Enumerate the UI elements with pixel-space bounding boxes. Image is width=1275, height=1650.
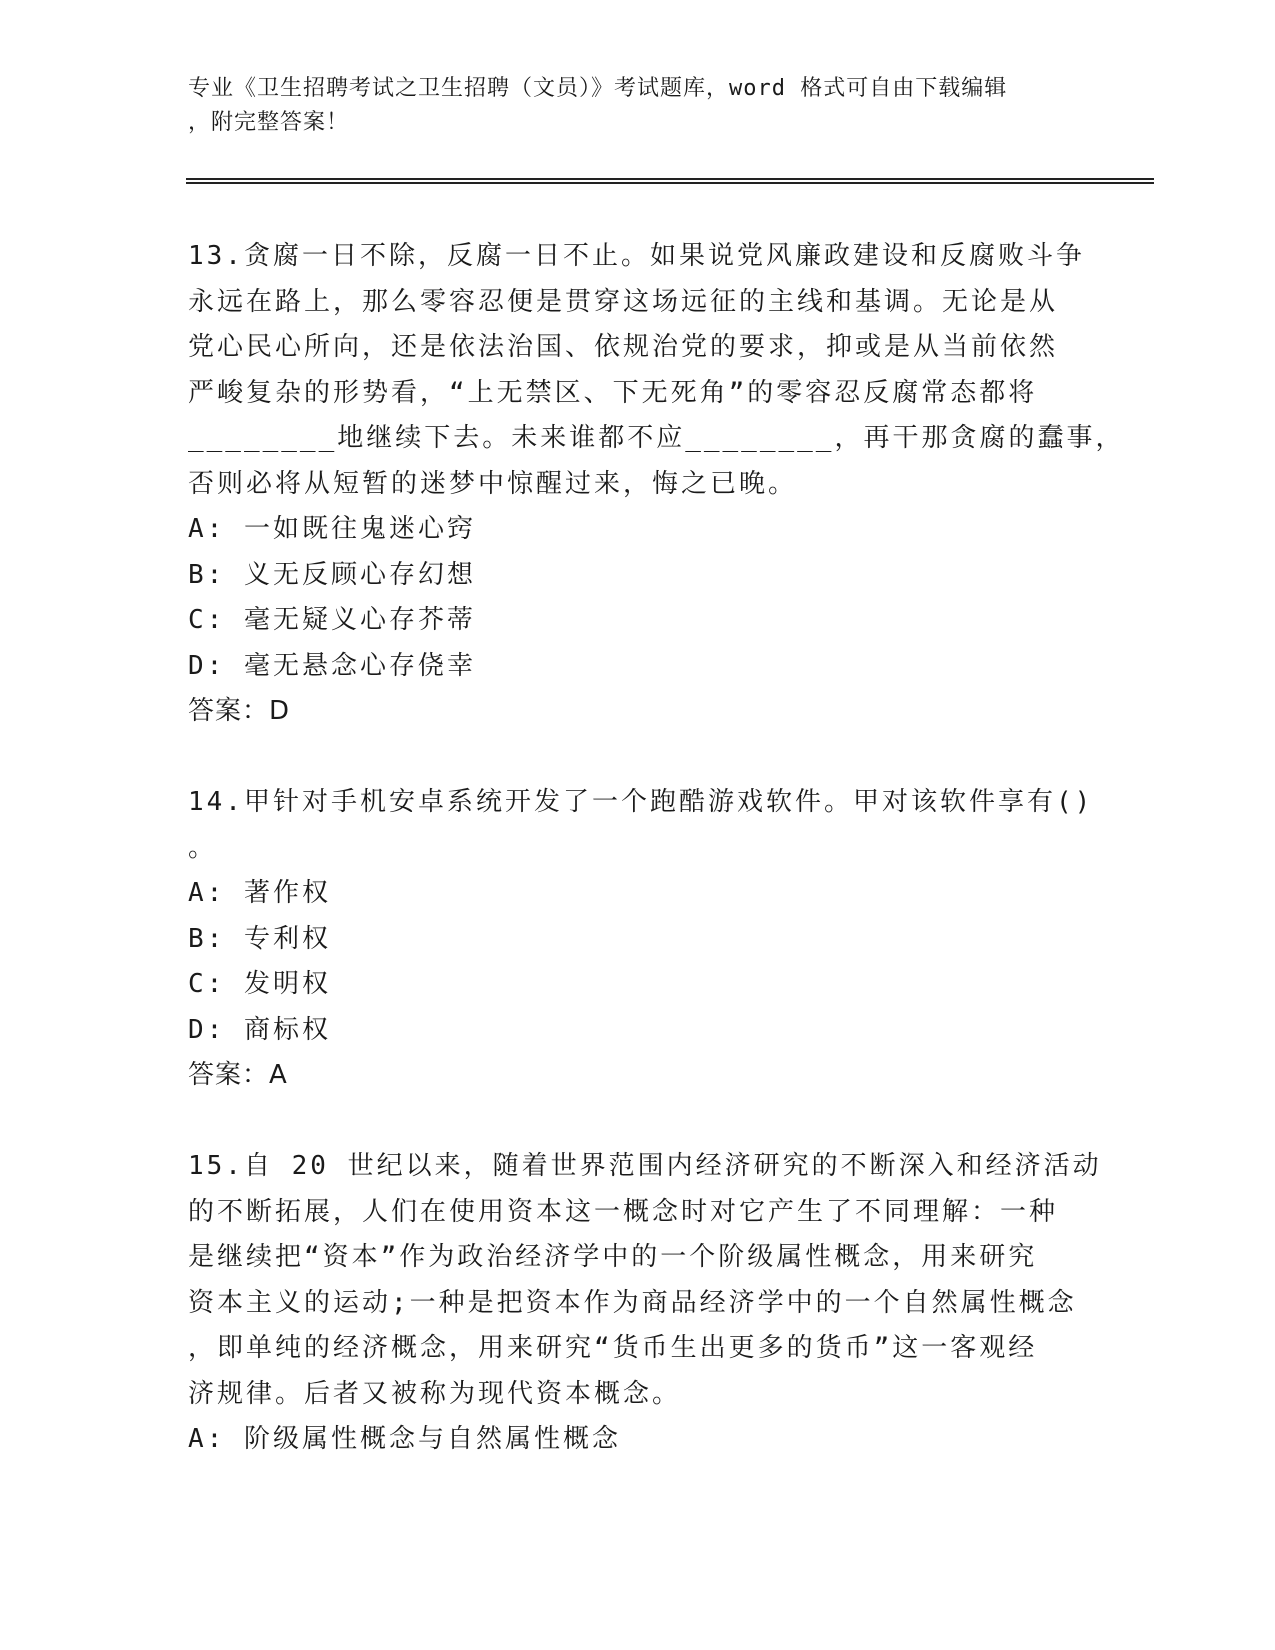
option-c: C: 发明权 <box>188 969 331 999</box>
header-line-2: ，附完整答案！ <box>188 110 350 135</box>
stem-line: 。 <box>188 832 218 863</box>
header-double-rule <box>186 178 1154 184</box>
stem-line: 党心民心所向，还是依法治国、依规治党的要求，抑或是从当前依然 <box>188 332 1059 362</box>
answer-label: 答案：D <box>188 696 291 726</box>
stem-line: 的不断拓展，人们在使用资本这一概念时对它产生了不同理解：一种 <box>188 1196 1059 1227</box>
header-line-1: 专业《卫生招聘考试之卫生招聘（文员）》考试题库，word 格式可自由下载编辑 <box>188 76 1008 101</box>
option-a: A: 阶级属性概念与自然属性概念 <box>188 1424 621 1454</box>
option-a: A: 著作权 <box>188 878 331 908</box>
stem-line: ________地继续下去。未来谁都不应________，再干那贪腐的蠢事， <box>188 423 1125 453</box>
stem-line: 严峻复杂的形势看，“上无禁区、下无死角”的零容忍反腐常态都将 <box>188 377 1038 408</box>
option-c: C: 毫无疑义心存芥蒂 <box>188 605 476 635</box>
option-b: B: 专利权 <box>188 923 331 954</box>
stem-line: 14.甲针对手机安卓系统开发了一个跑酷游戏软件。甲对该软件享有() <box>188 787 1094 817</box>
option-d: D: 商标权 <box>188 1014 331 1045</box>
stem-line: 13.贪腐一日不除，反腐一日不止。如果说党风廉政建设和反腐败斗争 <box>188 241 1085 271</box>
stem-line: 否则必将从短暂的迷梦中惊醒过来，悔之已晚。 <box>188 468 798 499</box>
option-a: A: 一如既往鬼迷心窍 <box>188 514 476 544</box>
answer-label: 答案：A <box>188 1060 288 1090</box>
question-14 <box>188 780 1094 1099</box>
question-15 <box>188 1144 1102 1463</box>
stem-line: 15.自 20 世纪以来，随着世界范围内经济研究的不断深入和经济活动 <box>188 1151 1102 1181</box>
stem-line: 济规律。后者又被称为现代资本概念。 <box>188 1378 682 1409</box>
option-d: D: 毫无悬念心存侥幸 <box>188 650 476 681</box>
question-stem <box>188 234 1125 507</box>
stem-line: ，即单纯的经济概念，用来研究“货币生出更多的货币”这一客观经 <box>188 1333 1038 1363</box>
question-stem <box>188 780 1094 871</box>
option-b: B: 义无反顾心存幻想 <box>188 559 476 590</box>
document-header <box>188 72 1068 140</box>
stem-line: 是继续把“资本”作为政治经济学中的一个阶级属性概念，用来研究 <box>188 1242 1038 1272</box>
stem-line: 资本主义的运动;一种是把资本作为商品经济学中的一个自然属性概念 <box>188 1287 1077 1318</box>
stem-line: 永远在路上，那么零容忍便是贯穿这场远征的主线和基调。无论是从 <box>188 286 1059 317</box>
question-13 <box>188 234 1125 735</box>
question-stem <box>188 1144 1102 1417</box>
